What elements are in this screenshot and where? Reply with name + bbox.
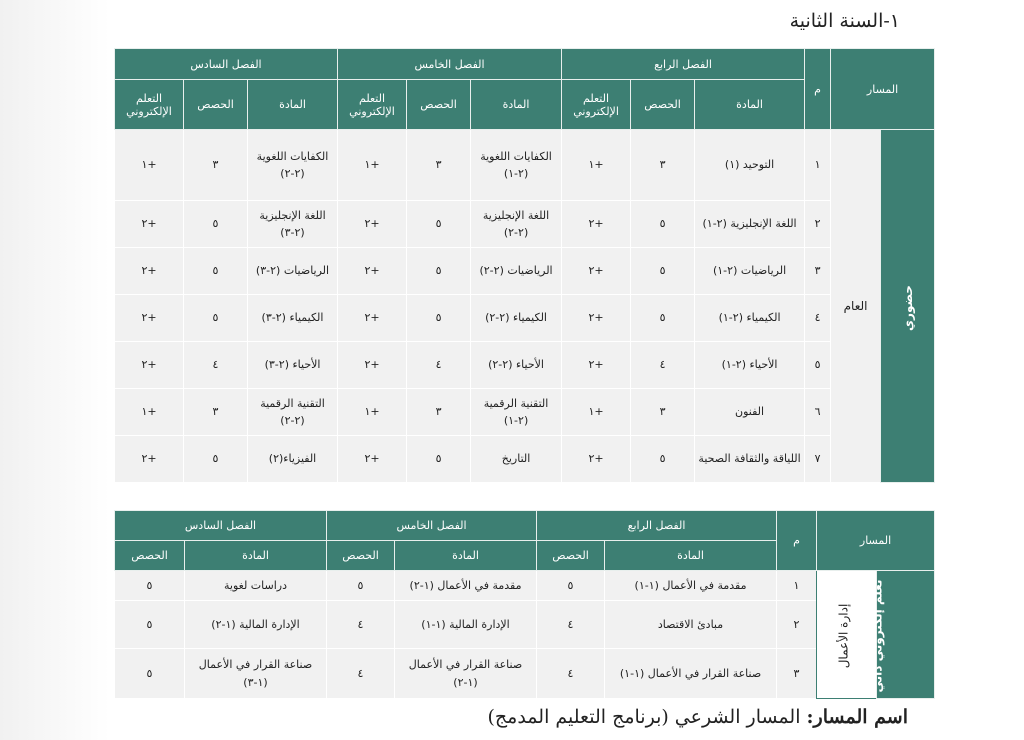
row-number: ٧ bbox=[805, 436, 831, 483]
row-number: ٣ bbox=[777, 649, 817, 699]
elearn-cell: +١ bbox=[562, 130, 631, 201]
subject-cell: اللغة الإنجليزية (٢-٢) bbox=[471, 201, 562, 248]
hisas-cell: ٥ bbox=[631, 248, 695, 295]
hisas-cell: ٤ bbox=[631, 342, 695, 389]
subheader-subject: المادة bbox=[605, 541, 777, 571]
subject-cell: الكفايات اللغوية (٢-١) bbox=[471, 130, 562, 201]
subject-cell: اللغة الإنجليزية (٢-١) bbox=[695, 201, 805, 248]
subheader-elearn: التعلم الإلكتروني bbox=[338, 80, 407, 130]
hisas-cell: ٤ bbox=[537, 649, 605, 699]
subheader-elearn: التعلم الإلكتروني bbox=[115, 80, 184, 130]
page-edge-shadow bbox=[0, 0, 110, 740]
elearn-cell: +٢ bbox=[562, 295, 631, 342]
hisas-cell: ٣ bbox=[407, 389, 471, 436]
path-mode: حضوري bbox=[900, 284, 915, 331]
row-number: ٢ bbox=[777, 601, 817, 649]
hisas-cell: ٣ bbox=[631, 389, 695, 436]
hisas-cell: ٤ bbox=[327, 649, 395, 699]
hisas-cell: ٥ bbox=[184, 436, 248, 483]
table-row bbox=[115, 342, 935, 389]
elearn-cell: +١ bbox=[338, 389, 407, 436]
hisas-cell: ٥ bbox=[115, 571, 185, 601]
path-mode: تعلم إلكتروني ذاتي bbox=[870, 579, 885, 693]
hisas-cell: ٥ bbox=[184, 295, 248, 342]
path-name: إدارة الأعمال bbox=[836, 603, 851, 669]
elearn-cell: +٢ bbox=[115, 436, 184, 483]
footer-value: المسار الشرعي (برنامج التعليم المدمج) bbox=[487, 706, 801, 728]
table-row bbox=[115, 389, 935, 436]
hisas-cell: ٥ bbox=[407, 436, 471, 483]
elearn-cell: +٢ bbox=[115, 201, 184, 248]
elearn-cell: +٢ bbox=[338, 342, 407, 389]
table-row bbox=[115, 436, 935, 483]
table-row bbox=[115, 295, 935, 342]
header-masar: المسار bbox=[831, 49, 935, 130]
row-number: ١ bbox=[805, 130, 831, 201]
hisas-cell: ٥ bbox=[631, 201, 695, 248]
table-row bbox=[115, 130, 935, 201]
hisas-cell: ٤ bbox=[327, 601, 395, 649]
path-name: العام bbox=[831, 130, 881, 483]
elearn-cell: +٢ bbox=[562, 248, 631, 295]
row-number: ٥ bbox=[805, 342, 831, 389]
subject-cell: التوحيد (١) bbox=[695, 130, 805, 201]
elearn-cell: +٢ bbox=[338, 201, 407, 248]
hisas-cell: ٥ bbox=[407, 248, 471, 295]
subject-cell: الكيمياء (٢-٣) bbox=[248, 295, 338, 342]
header-semester-6: الفصل السادس bbox=[115, 511, 327, 541]
row-number: ٦ bbox=[805, 389, 831, 436]
subject-cell: الكيمياء (٢-١) bbox=[695, 295, 805, 342]
subject-cell: صناعة القرار في الأعمال (١-٣) bbox=[185, 649, 327, 699]
schedule-table-general bbox=[114, 48, 935, 483]
subject-cell: الفنون bbox=[695, 389, 805, 436]
hisas-cell: ٣ bbox=[407, 130, 471, 201]
hisas-cell: ٥ bbox=[115, 649, 185, 699]
row-number: ٤ bbox=[805, 295, 831, 342]
hisas-cell: ٤ bbox=[407, 342, 471, 389]
header-masar: المسار bbox=[817, 511, 935, 571]
subheader-hisas: الحصص bbox=[184, 80, 248, 130]
header-semester-5: الفصل الخامس bbox=[327, 511, 537, 541]
subject-cell: اللياقة والثقافة الصحية bbox=[695, 436, 805, 483]
subject-cell: الأحياء (٢-٣) bbox=[248, 342, 338, 389]
subject-cell: الأحياء (٢-١) bbox=[695, 342, 805, 389]
subheader-subject: المادة bbox=[248, 80, 338, 130]
subject-cell: الإدارة المالية (١-٢) bbox=[185, 601, 327, 649]
hisas-cell: ٥ bbox=[184, 248, 248, 295]
hisas-cell: ٣ bbox=[184, 130, 248, 201]
hisas-cell: ٣ bbox=[184, 389, 248, 436]
schedule-table-business bbox=[114, 510, 935, 699]
elearn-cell: +١ bbox=[338, 130, 407, 201]
hisas-cell: ٥ bbox=[115, 601, 185, 649]
table-row bbox=[115, 248, 935, 295]
hisas-cell: ٥ bbox=[631, 436, 695, 483]
subheader-hisas: الحصص bbox=[115, 541, 185, 571]
header-semester-4: الفصل الرابع bbox=[537, 511, 777, 541]
header-semester-5: الفصل الخامس bbox=[338, 49, 562, 80]
subject-cell: التقنية الرقمية (٢-٢) bbox=[248, 389, 338, 436]
hisas-cell: ٥ bbox=[537, 571, 605, 601]
hisas-cell: ٥ bbox=[631, 295, 695, 342]
subheader-hisas: الحصص bbox=[631, 80, 695, 130]
subject-cell: مقدمة في الأعمال (١-٢) bbox=[395, 571, 537, 601]
elearn-cell: +١ bbox=[115, 389, 184, 436]
subject-cell: الفيزياء(٢) bbox=[248, 436, 338, 483]
subject-cell: مبادئ الاقتصاد bbox=[605, 601, 777, 649]
subject-cell: التقنية الرقمية (٢-١) bbox=[471, 389, 562, 436]
footer-label: اسم المسار: bbox=[806, 706, 908, 728]
subheader-hisas: الحصص bbox=[537, 541, 605, 571]
hisas-cell: ٤ bbox=[184, 342, 248, 389]
path-mode-cell bbox=[881, 130, 935, 483]
subheader-hisas: الحصص bbox=[327, 541, 395, 571]
subheader-subject: المادة bbox=[695, 80, 805, 130]
section-heading: ١-السنة الثانية bbox=[789, 10, 900, 32]
elearn-cell: +٢ bbox=[562, 201, 631, 248]
elearn-cell: +٢ bbox=[562, 342, 631, 389]
header-semester-4: الفصل الرابع bbox=[562, 49, 805, 80]
subject-cell: الرياضيات (٢-٢) bbox=[471, 248, 562, 295]
elearn-cell: +١ bbox=[562, 389, 631, 436]
subheader-hisas: الحصص bbox=[407, 80, 471, 130]
header-semester-6: الفصل السادس bbox=[115, 49, 338, 80]
subject-cell: مقدمة في الأعمال (١-١) bbox=[605, 571, 777, 601]
subheader-elearn: التعلم الإلكتروني bbox=[562, 80, 631, 130]
subject-cell: دراسات لغوية bbox=[185, 571, 327, 601]
elearn-cell: +١ bbox=[115, 130, 184, 201]
subject-cell: الأحياء (٢-٢) bbox=[471, 342, 562, 389]
subject-cell: التاريخ bbox=[471, 436, 562, 483]
hisas-cell: ٥ bbox=[407, 201, 471, 248]
subject-cell: الكفايات اللغوية (٢-٢) bbox=[248, 130, 338, 201]
subject-cell: الرياضيات (٢-٣) bbox=[248, 248, 338, 295]
subheader-subject: المادة bbox=[395, 541, 537, 571]
elearn-cell: +٢ bbox=[115, 295, 184, 342]
hisas-cell: ٤ bbox=[537, 601, 605, 649]
hisas-cell: ٣ bbox=[631, 130, 695, 201]
table-row bbox=[115, 649, 935, 699]
hisas-cell: ٥ bbox=[184, 201, 248, 248]
row-number: ٢ bbox=[805, 201, 831, 248]
elearn-cell: +٢ bbox=[562, 436, 631, 483]
subject-cell: الكيمياء (٢-٢) bbox=[471, 295, 562, 342]
elearn-cell: +٢ bbox=[115, 248, 184, 295]
row-number: ٣ bbox=[805, 248, 831, 295]
subheader-subject: المادة bbox=[471, 80, 562, 130]
path-mode-cell bbox=[870, 571, 935, 699]
row-number: ١ bbox=[777, 571, 817, 601]
subheader-subject: المادة bbox=[185, 541, 327, 571]
subject-cell: الرياضيات (٢-١) bbox=[695, 248, 805, 295]
elearn-cell: +٢ bbox=[338, 295, 407, 342]
subject-cell: صناعة القرار في الأعمال (١-٢) bbox=[395, 649, 537, 699]
hisas-cell: ٥ bbox=[407, 295, 471, 342]
header-m: م bbox=[805, 49, 831, 130]
elearn-cell: +٢ bbox=[338, 436, 407, 483]
table-row bbox=[115, 201, 935, 248]
hisas-cell: ٥ bbox=[327, 571, 395, 601]
header-m: م bbox=[777, 511, 817, 571]
subject-cell: اللغة الإنجليزية (٢-٣) bbox=[248, 201, 338, 248]
path-name-cell bbox=[817, 571, 877, 699]
elearn-cell: +٢ bbox=[115, 342, 184, 389]
path-name-footer bbox=[487, 706, 908, 728]
elearn-cell: +٢ bbox=[338, 248, 407, 295]
table-row bbox=[115, 571, 935, 601]
subject-cell: الإدارة المالية (١-١) bbox=[395, 601, 537, 649]
subject-cell: صناعة القرار في الأعمال (١-١) bbox=[605, 649, 777, 699]
